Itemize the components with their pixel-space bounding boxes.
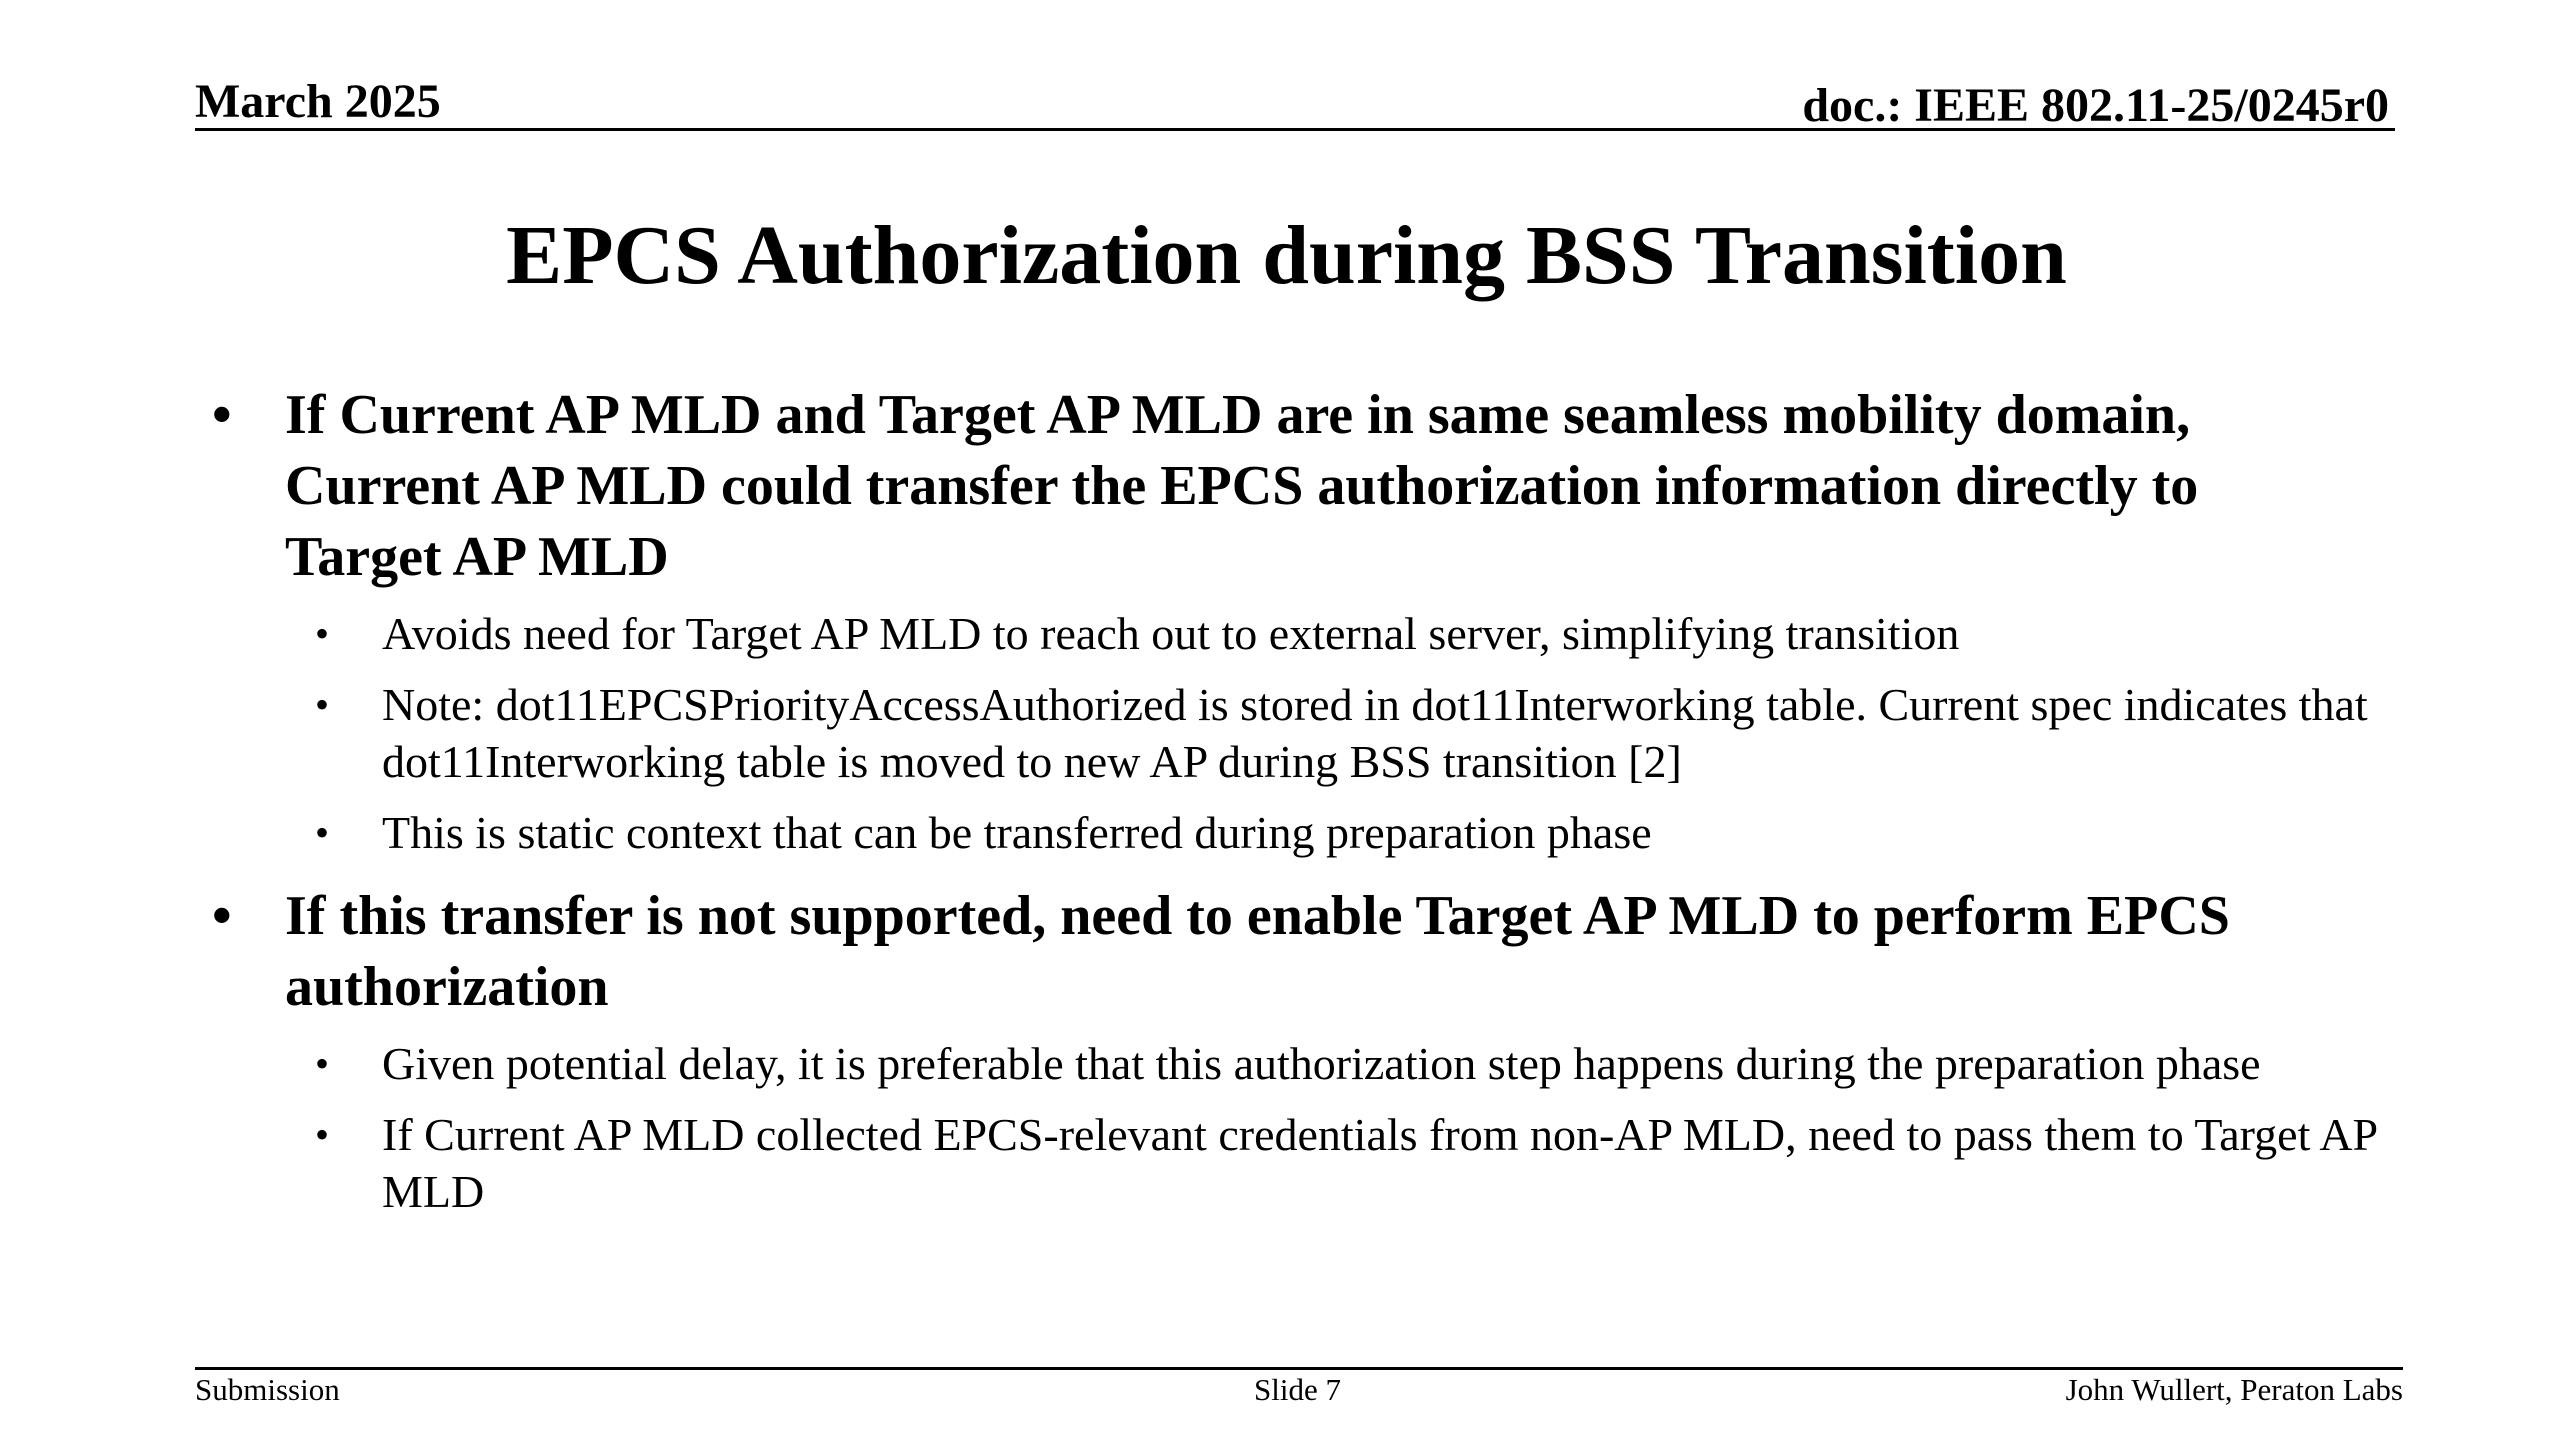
bullet-icon: • xyxy=(315,682,330,727)
bullet-icon: • xyxy=(315,1112,330,1157)
sub-bullet-item xyxy=(315,1035,2382,1092)
header-divider xyxy=(195,128,2395,131)
footer-divider xyxy=(195,1367,2403,1370)
sub-bullet-text: Given potential delay, it is preferable that this authorization step happens during the preparation phase xyxy=(382,1038,2261,1089)
footer-author: John Wullert, Peraton Labs xyxy=(2065,1372,2403,1407)
header-date: March 2025 xyxy=(195,75,441,128)
bullet-text: If Current AP MLD and Target AP MLD are in same seamless mobility domain, Current AP MLD could transfer the EPCS authorization information directly to Target AP MLD xyxy=(285,384,2199,588)
sub-bullet-item xyxy=(315,1106,2382,1220)
bullet-icon: • xyxy=(315,1041,330,1086)
footer-slide-number: Slide 7 xyxy=(1254,1372,1341,1407)
bullet-icon: • xyxy=(315,611,330,656)
header-doc-id: doc.: IEEE 802.11-25/0245r0 xyxy=(1802,79,2389,132)
sub-bullet-text: Avoids need for Target AP MLD to reach out to external server, simplifying transition xyxy=(382,608,1960,659)
sub-bullet-item xyxy=(315,804,2382,861)
sub-bullet-text: Note: dot11EPCSPriorityAccessAuthorized is stored in dot11Interworking table. Current spec indicates that dot11Interworking table is moved to new AP during BSS transition [2] xyxy=(382,679,2368,787)
sub-bullet-item xyxy=(315,605,2382,662)
bullet-item xyxy=(212,380,2365,593)
slide-body xyxy=(0,380,2560,1240)
sub-bullet-list xyxy=(0,605,2560,861)
sub-bullet-text: This is static context that can be transferred during preparation phase xyxy=(382,807,1652,858)
sub-bullet-text: If Current AP MLD collected EPCS-relevant credentials from non-AP MLD, need to pass them to Target AP MLD xyxy=(382,1109,2377,1217)
slide-title: EPCS Authorization during BSS Transition xyxy=(506,209,2067,302)
footer-submission: Submission xyxy=(195,1372,340,1407)
sub-bullet-list xyxy=(0,1035,2560,1220)
bullet-item xyxy=(212,881,2365,1023)
sub-bullet-item xyxy=(315,676,2382,790)
bullet-text: If this transfer is not supported, need to enable Target AP MLD to perform EPCS authorization xyxy=(285,885,2230,1018)
bullet-icon: • xyxy=(212,384,232,446)
bullet-icon: • xyxy=(212,885,232,947)
bullet-icon: • xyxy=(315,810,330,855)
